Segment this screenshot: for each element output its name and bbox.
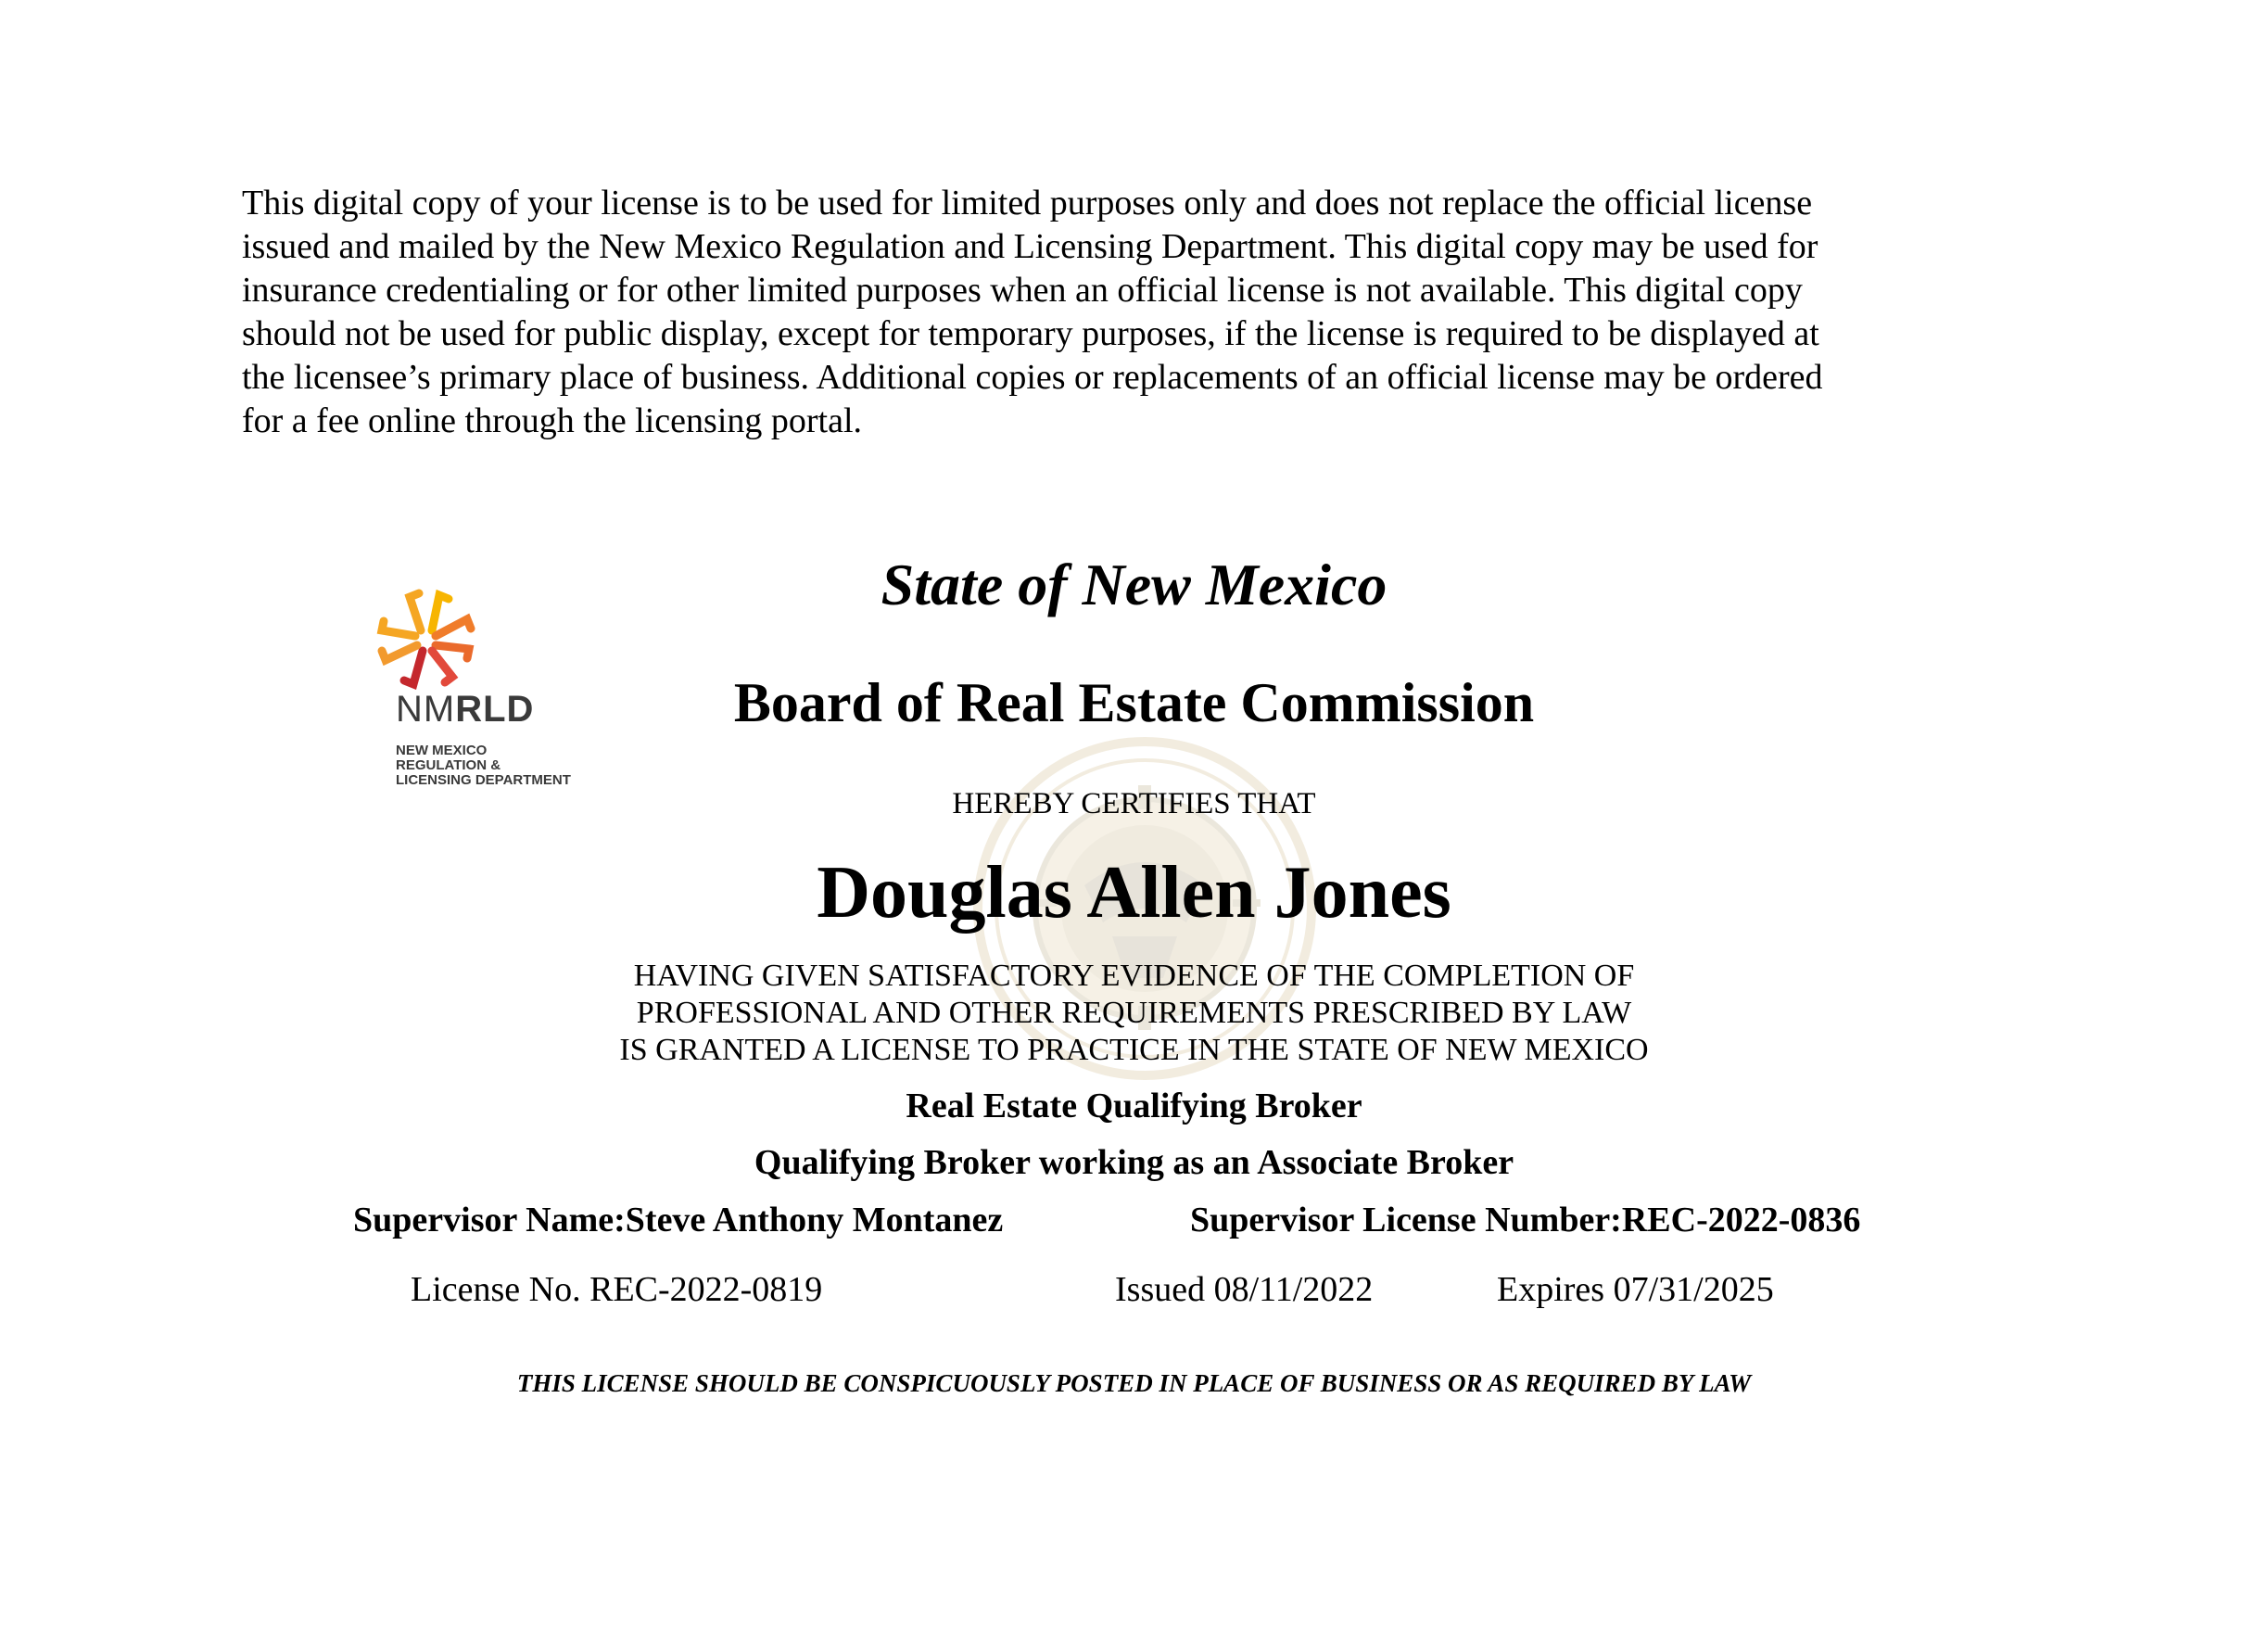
issued-date: Issued 08/11/2022 xyxy=(1115,1270,1374,1309)
logo-subtitle xyxy=(396,744,571,788)
certifies-text: HEREBY CERTIFIES THAT xyxy=(952,787,1316,820)
disclaimer-line: the licensee’s primary place of business. Additional copies or replacements of an official license may be ordered xyxy=(242,358,1823,397)
disclaimer-line: issued and mailed by the New Mexico Regulation and Licensing Department. This digital copy may be used for xyxy=(242,227,1818,266)
disclaimer-line: This digital copy of your license is to be used for limited purposes only and does not replace the official license xyxy=(242,184,1813,222)
disclaimer-line: should not be used for public display, except for temporary purposes, if the license is required to be displayed at xyxy=(242,314,1819,353)
state-title: State of New Mexico xyxy=(881,552,1387,617)
evidence-line: PROFESSIONAL AND OTHER REQUIREMENTS PRESCRIBED BY LAW xyxy=(636,996,1632,1030)
posting-notice: THIS LICENSE SHOULD BE CONSPICUOUSLY POSTED IN PLACE OF BUSINESS OR AS REQUIRED BY LAW xyxy=(516,1369,1752,1397)
evidence-line: HAVING GIVEN SATISFACTORY EVIDENCE OF THE COMPLETION OF xyxy=(633,959,1635,993)
expiration-date: Expires 07/31/2025 xyxy=(1497,1270,1774,1309)
supervisor-license-number: Supervisor License Number:REC-2022-0836 xyxy=(1190,1201,1861,1239)
board-title: Board of Real Estate Commission xyxy=(733,672,1535,733)
logo-subtitle-line: NEW MEXICO xyxy=(396,743,488,758)
logo-wordmark-bold: RLD xyxy=(455,689,535,730)
supervisor-name: Supervisor Name:Steve Anthony Montanez xyxy=(353,1201,1004,1239)
logo-subtitle-line: LICENSING DEPARTMENT xyxy=(396,772,571,788)
evidence-line: IS GRANTED A LICENSE TO PRACTICE IN THE STATE OF NEW MEXICO xyxy=(619,1033,1649,1067)
disclaimer-paragraph xyxy=(242,182,2040,443)
license-type: Real Estate Qualifying Broker xyxy=(906,1087,1362,1125)
logo-subtitle-line: REGULATION & xyxy=(396,757,501,773)
disclaimer-line: insurance credentialing or for other limited purposes when an official license is not available. This digital copy xyxy=(242,271,1803,310)
disclaimer-line: for a fee online through the licensing portal. xyxy=(242,401,863,440)
license-number: License No. REC-2022-0819 xyxy=(411,1270,823,1309)
logo-wordmark-light: NM xyxy=(396,689,456,730)
license-subtype: Qualifying Broker working as an Associate Broker xyxy=(754,1143,1514,1182)
evidence-statement xyxy=(0,958,2268,1069)
licensee-name: Douglas Allen Jones xyxy=(817,852,1451,934)
